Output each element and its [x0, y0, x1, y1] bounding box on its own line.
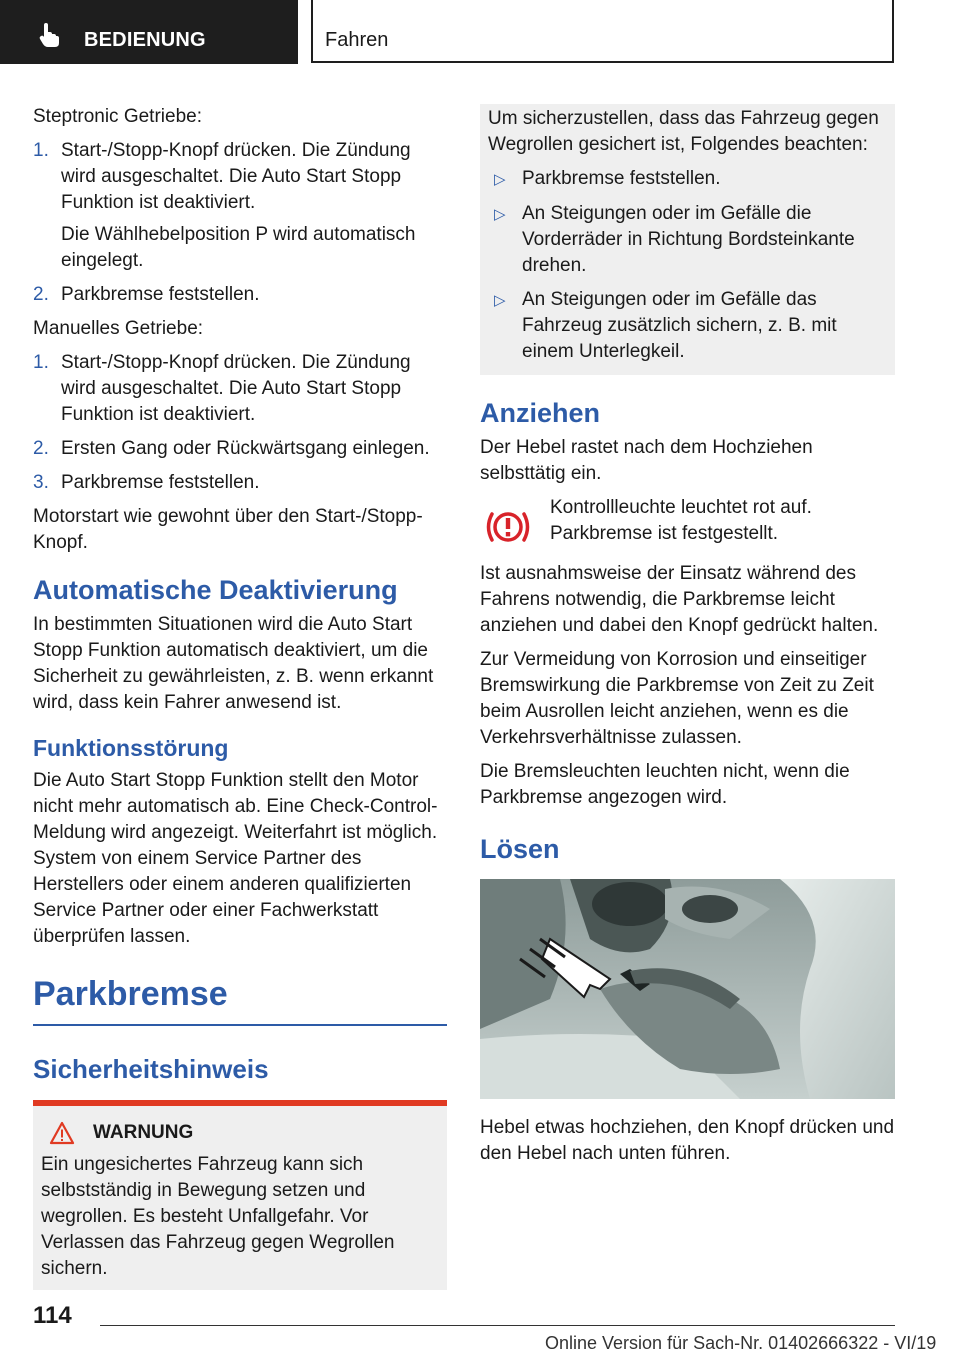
- parking-brake-lever-image: [480, 879, 895, 1099]
- step-number: 3.: [33, 472, 49, 493]
- warning-label: WARNUNG: [93, 1122, 194, 1143]
- chapter-title: Fahren: [325, 29, 389, 51]
- motorstart-text: Motorstart wie gewohnt über den Start-/Stopp-Knopf.: [33, 506, 423, 553]
- step-text: Start-/Stopp-Knopf drücken. Die Zündung wird ausgeschaltet. Die Auto Start Stopp Funktion ist deaktiviert.: [61, 140, 411, 213]
- safety-heading: Sicherheitshinweis: [33, 1054, 269, 1084]
- list-item: [494, 201, 887, 279]
- section-tab-label: BEDIENUNG: [84, 29, 206, 51]
- note-item-text: An Steigungen oder im Gefälle die Vorderräder in Richtung Bordsteinkante drehen.: [522, 203, 855, 276]
- indicator-text: Kontrollleuchte leuchtet rot auf. Parkbremse ist festgestellt.: [550, 497, 812, 544]
- note-item-text: An Steigungen oder im Gefälle das Fahrzeug zusätzlich sichern, z. B. mit einem Unterlegkeil.: [522, 289, 837, 362]
- section-tab: [0, 0, 298, 64]
- step-text: Start-/Stopp-Knopf drücken. Die Zündung wird ausgeschaltet. Die Auto Start Stopp Funktion ist deaktiviert.: [61, 352, 411, 425]
- steptronic-steps: [33, 138, 447, 308]
- page-number: 114: [33, 1302, 72, 1329]
- list-item: [33, 350, 447, 428]
- warning-triangle-icon: [49, 1121, 75, 1145]
- manual-steps: [33, 350, 447, 496]
- left-column: [33, 104, 447, 1290]
- step-number: 1.: [33, 352, 49, 373]
- parking-brake-warning-light-icon: [484, 505, 532, 549]
- note-box: [480, 104, 895, 375]
- loesen-heading: Lösen: [480, 834, 560, 864]
- parkbremse-heading: Parkbremse: [33, 974, 447, 1026]
- auto-deactivation-heading: Automatische Deaktivierung: [33, 575, 398, 605]
- online-version-text: Online Version für Sach-Nr. 01402666322 - VI/19: [545, 1333, 937, 1353]
- step-extra-text: Die Wählhebelposition P wird automatisch eingelegt.: [61, 224, 416, 271]
- warning-text: Ein ungesichertes Fahrzeug kann sich selbstständig in Bewegung setzen und wegrollen. Es besteht Unfallgefahr. Vor Verlassen das Fahrzeug gegen Wegrollen sichern.: [41, 1154, 395, 1279]
- exception-text: Ist ausnahmsweise der Einsatz während des Fahrens notwendig, die Parkbremse leicht anziehen und dabei den Knopf gedrückt halten.: [480, 563, 879, 636]
- step-number: 2.: [33, 438, 49, 459]
- bullet-triangle-icon: ▷: [494, 206, 506, 223]
- steptronic-intro: Steptronic Getriebe:: [33, 106, 202, 127]
- brakelight-text: Die Bremsleuchten leuchten nicht, wenn die Parkbremse angezogen wird.: [480, 761, 850, 808]
- note-item-text: Parkbremse feststellen.: [522, 168, 721, 189]
- bullet-triangle-icon: ▷: [494, 292, 506, 309]
- malfunction-text: Die Auto Start Stopp Funktion stellt den Motor nicht mehr automatisch ab. Eine Check-Control-Meldung wird angezeigt. Weiterfahrt ist möglich. System von einem Service Partner des Herstellers oder einem anderen qualifizierten Service Partner oder einer Fachwerkstatt überprüfen lassen.: [33, 770, 438, 947]
- warning-box: [33, 1100, 447, 1290]
- note-intro: Um sicherzustellen, dass das Fahrzeug gegen Wegrollen gesichert ist, Folgendes beachten:: [488, 108, 879, 155]
- list-item: [494, 287, 887, 365]
- malfunction-heading: Funktionsstörung: [33, 735, 229, 761]
- bullet-triangle-icon: ▷: [494, 171, 506, 188]
- footer-divider: [100, 1325, 895, 1326]
- indicator-note: [480, 495, 895, 549]
- step-text: Ersten Gang oder Rückwärtsgang einlegen.: [61, 438, 430, 459]
- list-item: [33, 138, 447, 274]
- step-text: Parkbremse feststellen.: [61, 284, 260, 305]
- step-number: 1.: [33, 140, 49, 161]
- list-item: [33, 436, 447, 462]
- anziehen-text: Der Hebel rastet nach dem Hochziehen selbsttätig ein.: [480, 437, 813, 484]
- right-column: [480, 104, 895, 1175]
- anziehen-heading: Anziehen: [480, 398, 601, 428]
- list-item: [33, 470, 447, 496]
- manual-intro: Manuelles Getriebe:: [33, 318, 204, 339]
- hand-pointer-icon: [38, 22, 62, 48]
- loesen-text: Hebel etwas hochziehen, den Knopf drücken und den Hebel nach unten führen.: [480, 1117, 895, 1164]
- step-number: 2.: [33, 284, 49, 305]
- chapter-header: [311, 0, 894, 63]
- list-item: [494, 166, 887, 193]
- corrosion-text: Zur Vermeidung von Korrosion und einseitiger Bremswirkung die Parkbremse von Zeit zu Zeit beim Ausrollen leicht anziehen, wenn es die Verkehrsverhältnisse zulassen.: [480, 649, 874, 748]
- step-text: Parkbremse feststellen.: [61, 472, 260, 493]
- auto-deactivation-text: In bestimmten Situationen wird die Auto Start Stopp Funktion automatisch deaktiviert, um die Sicherheit zu gewährleisten, z. B. wenn erkannt wird, dass kein Fahrer anwesend ist.: [33, 614, 434, 713]
- list-item: [33, 282, 447, 308]
